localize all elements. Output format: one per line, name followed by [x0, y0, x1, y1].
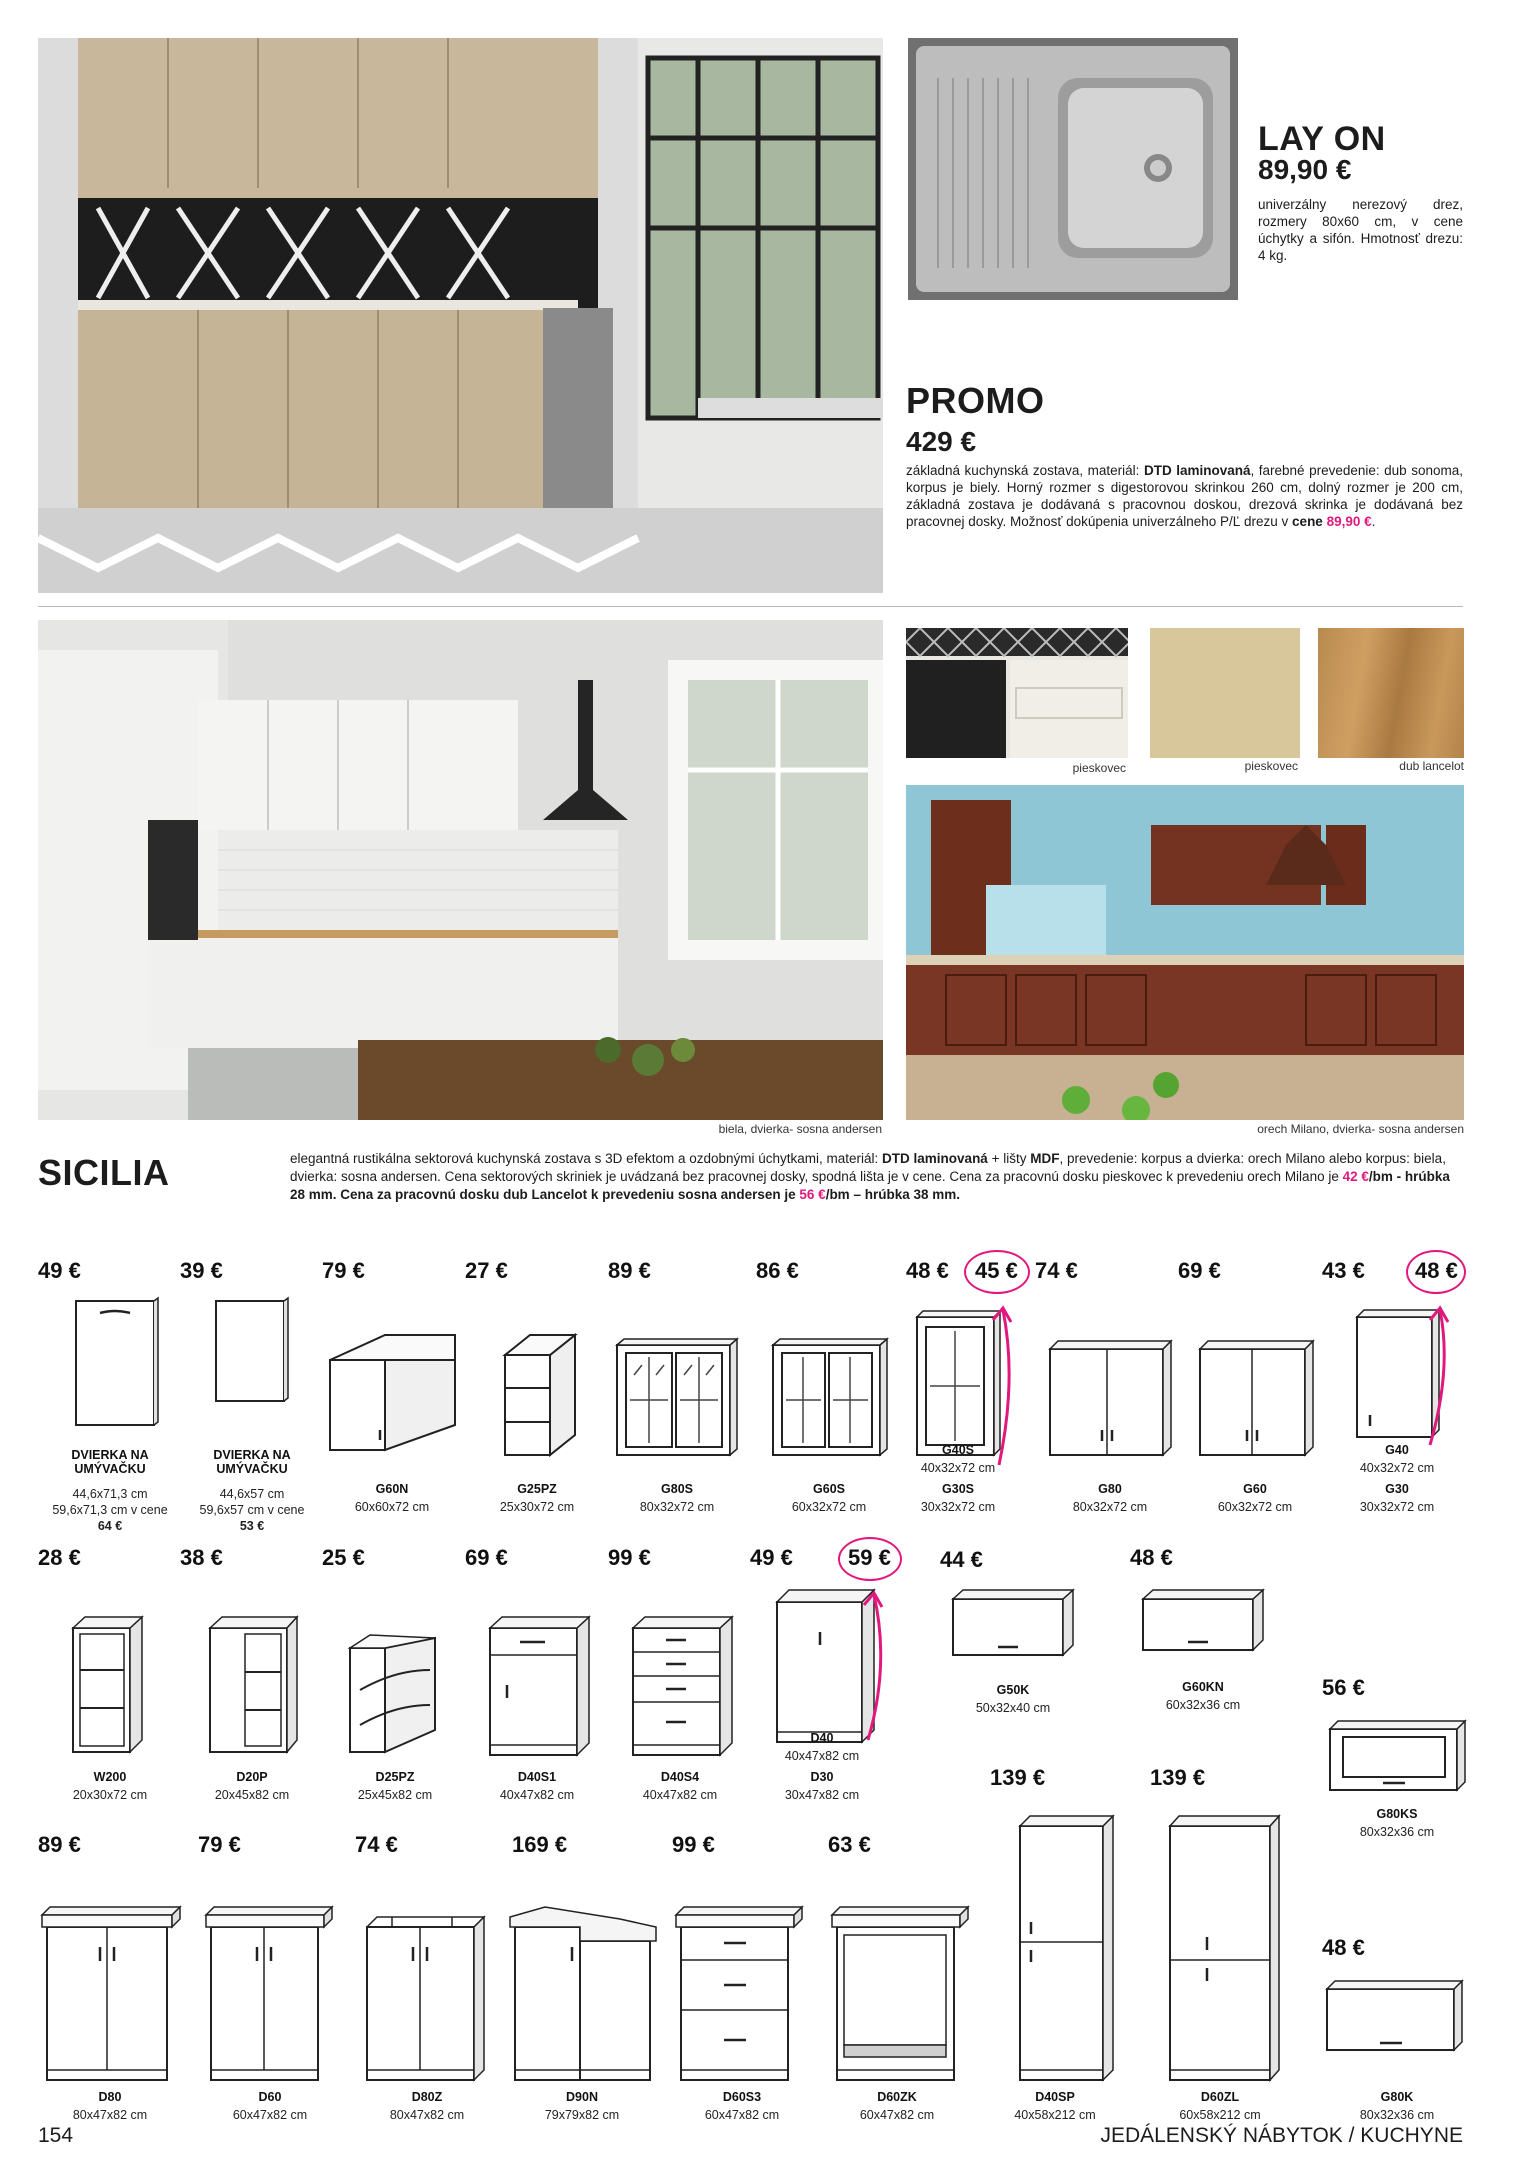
d80z-drawing [362, 1915, 492, 2085]
dim-d90n: 79x79x82 cm [544, 2108, 620, 2122]
name-g60n: G60N [375, 1482, 409, 1496]
dim-d60zl: 60x58x212 cm [1179, 2108, 1261, 2122]
dim-g30s: 30x32x72 cm [920, 1500, 996, 1514]
price-d90n: 169 € [512, 1832, 568, 1857]
walnut-kitchen-caption: orech Milano, dvierka- sosna andersen [1257, 1122, 1464, 1136]
dim-d80z: 80x47x82 cm [389, 2108, 465, 2122]
sicilia-description: elegantná rustikálna sektorová kuchynská zostava s 3D efektom a ozdobnými úchytkami, materiál: DTD laminovaná + lišty MDF, prevedenie: korpus a dvierka: orech Milano alebo korpus: biela, dvierka: sosna andersen. Cena sektorových skriniek je uvádzaná bez pracovnej dosky, spodná lišta je v cene. Cena za pracovnú dosku pieskovec k prevedeniu orech Milano je 42 €/bm - hrúbka 28 mm. Cena za pracovnú dosku dub Lancelot k prevedeniu sosna andersen je 56 €/bm – hrúbka 38 mm. [290, 1151, 1450, 1202]
g80k-drawing [1322, 1975, 1467, 2055]
price-d60zl: 139 € [1150, 1765, 1206, 1790]
d60-drawing [206, 1905, 336, 2085]
dim-d25pz: 25x45x82 cm [357, 1788, 433, 1802]
price-d40sp: 139 € [990, 1765, 1046, 1790]
dim-g80ks: 80x32x36 cm [1359, 1825, 1435, 1839]
dim-g50k: 50x32x40 cm [975, 1701, 1051, 1715]
price-g80s: 89 € [608, 1258, 651, 1283]
price-g30: 48 € [1415, 1258, 1458, 1283]
name-d25pz: D25PZ [375, 1770, 415, 1784]
swatch-dub-lancelot [1318, 628, 1464, 758]
arrow-g30 [1420, 1300, 1460, 1450]
price-g80: 74 € [1035, 1258, 1078, 1283]
g30s-price-circle [964, 1250, 1030, 1294]
swatch-label-1: pieskovec [1072, 761, 1126, 775]
dim2-dv2: 59,6x57 cm v cene [199, 1503, 305, 1517]
dim-g80s: 80x32x72 cm [639, 1500, 715, 1514]
name-d80z: D80Z [411, 2090, 443, 2104]
dim-d20p: 20x45x82 cm [214, 1788, 290, 1802]
lay-on-sink-photo [908, 38, 1238, 300]
price-dv2: 39 € [180, 1258, 223, 1283]
promo-price: 429 € [906, 426, 977, 457]
dim-g80: 80x32x72 cm [1072, 1500, 1148, 1514]
dim-d40s1: 40x47x82 cm [499, 1788, 575, 1802]
price-g50k: 44 € [940, 1547, 983, 1572]
dim-g30: 30x32x72 cm [1359, 1500, 1435, 1514]
dvierka-umyvacka-1-drawing [70, 1295, 160, 1430]
name-d40s4: D40S4 [660, 1770, 700, 1784]
g80ks-drawing [1325, 1715, 1470, 1795]
dvierka-umyvacka-2-drawing [212, 1295, 290, 1405]
lay-on-description: univerzálny nerezový drez, rozmery 80x60 cm, v cene úchytky a sifón. Hmotnosť drezu: 4 kg. [1258, 197, 1463, 263]
lay-on-title: LAY ON [1258, 120, 1386, 158]
price-g30s: 45 € [975, 1258, 1018, 1283]
price-g60n: 79 € [322, 1258, 365, 1283]
g60s-drawing [768, 1335, 893, 1460]
sicilia-walnut-kitchen-photo [906, 785, 1464, 1120]
dim-dv1: 44,6x71,3 cm [72, 1487, 148, 1501]
name-g40s: G40S [942, 1443, 974, 1457]
price-d30: 59 € [848, 1545, 891, 1570]
arrow-d30 [858, 1585, 898, 1745]
dim-d80: 80x47x82 cm [72, 2108, 148, 2122]
dim-d40sp: 40x58x212 cm [1014, 2108, 1096, 2122]
g60-drawing [1195, 1335, 1320, 1460]
price-g60kn: 48 € [1130, 1545, 1173, 1570]
name-d40s1: D40S1 [517, 1770, 557, 1784]
name-d90n: D90N [566, 2090, 598, 2104]
dim-g25pz: 25x30x72 cm [499, 1500, 575, 1514]
name-d60: D60 [258, 2090, 282, 2104]
dim-d40: 40x47x82 cm [784, 1749, 860, 1763]
price-dv1: 49 € [38, 1258, 81, 1283]
dim-g60: 60x32x72 cm [1217, 1500, 1293, 1514]
dim2-dv1: 59,6x71,3 cm v cene [52, 1503, 168, 1517]
dim-g80k: 80x32x36 cm [1359, 2108, 1435, 2122]
page-number: 154 [38, 2124, 74, 2147]
name-d60s3: D60S3 [722, 2090, 762, 2104]
dim-d60zk: 60x47x82 cm [859, 2108, 935, 2122]
d25pz-drawing [345, 1630, 445, 1755]
dim-w200: 20x30x72 cm [72, 1788, 148, 1802]
dim-d60: 60x47x82 cm [232, 2108, 308, 2122]
w200-drawing [68, 1612, 148, 1757]
name-d80: D80 [98, 2090, 122, 2104]
section-divider [38, 606, 1463, 607]
name-g60kn: G60KN [1182, 1680, 1224, 1694]
d40s1-drawing [485, 1610, 595, 1760]
lay-on-price: 89,90 € [1258, 154, 1352, 185]
swatch-kitchen-detail [906, 628, 1128, 758]
d40sp-drawing [1015, 1810, 1115, 2085]
g80s-drawing [612, 1335, 742, 1460]
price-d80: 89 € [38, 1832, 81, 1857]
price-w200: 28 € [38, 1545, 81, 1570]
sicilia-title: SICILIA [38, 1152, 170, 1193]
price-d80z: 74 € [355, 1832, 398, 1857]
g60n-drawing [325, 1330, 460, 1455]
white-kitchen-caption: biela, dvierka- sosna andersen [718, 1122, 882, 1136]
name-g50k: G50K [996, 1683, 1030, 1697]
name-d30: D30 [810, 1770, 834, 1784]
name-g60: G60 [1243, 1482, 1267, 1496]
dim-g40s: 40x32x72 cm [920, 1461, 996, 1475]
promo-title: PROMO [906, 380, 1045, 421]
g80-drawing [1045, 1335, 1175, 1460]
dim-dv2: 44,6x57 cm [219, 1487, 285, 1501]
swatch-label-3: dub lancelot [1399, 759, 1464, 773]
dim-d60s3: 60x47x82 cm [704, 2108, 780, 2122]
d30-price-circle [838, 1537, 902, 1581]
d40s4-drawing [628, 1610, 738, 1760]
promo-kitchen-photo [38, 38, 883, 593]
name-d60zk: D60ZK [877, 2090, 917, 2104]
dim-d40s4: 40x47x82 cm [642, 1788, 718, 1802]
name-g80s: G80S [661, 1482, 693, 1496]
dim-d30: 30x47x82 cm [784, 1788, 860, 1802]
promo-description: základná kuchynská zostava, materiál: DTD laminovaná, farebné prevedenie: dub sonoma, korpus je biely. Horný rozmer s digestorovou skrinkou 260 cm, dolný rozmer je 200 cm, základná zostava je dodávaná s pracovnou doskou, drezová skrinka je dodávaná bez pracovnej dosky. Možnosť dokúpenia univerzálneho P/Ľ drezu v cene 89,90 €. [906, 463, 1463, 529]
name-g25pz: G25PZ [517, 1482, 557, 1496]
g60kn-drawing [1138, 1585, 1268, 1655]
dim-g40: 40x32x72 cm [1359, 1461, 1435, 1475]
dim-g60kn: 60x32x36 cm [1165, 1698, 1241, 1712]
g50k-drawing [948, 1585, 1078, 1660]
d60zk-drawing [832, 1905, 972, 2085]
price-d40s4: 99 € [608, 1545, 651, 1570]
price-g80k: 48 € [1322, 1935, 1365, 1960]
name-w200: W200 [93, 1770, 127, 1784]
name-g80k: G80K [1380, 2090, 1414, 2104]
price-g80ks: 56 € [1322, 1675, 1365, 1700]
dim-g60s: 60x32x72 cm [791, 1500, 867, 1514]
d80-drawing [42, 1905, 182, 2085]
sicilia-white-kitchen-photo [38, 620, 883, 1120]
name-d40: D40 [810, 1731, 834, 1745]
name-g80: G80 [1098, 1482, 1122, 1496]
swatch-label-2: pieskovec [1244, 759, 1298, 773]
d90n-drawing [510, 1905, 660, 2085]
g30-price-circle [1406, 1250, 1466, 1294]
name-g30: G30 [1385, 1482, 1409, 1496]
name-g60s: G60S [813, 1482, 845, 1496]
price-d60: 79 € [198, 1832, 241, 1857]
d60s3-drawing [676, 1905, 806, 2085]
price-dv2-large: 53 € [239, 1519, 265, 1533]
section-title: JEDÁLENSKÝ NÁBYTOK / KUCHYNE [1100, 2124, 1463, 2147]
name-d60zl: D60ZL [1200, 2090, 1240, 2104]
price-d25pz: 25 € [322, 1545, 365, 1570]
price-d20p: 38 € [180, 1545, 223, 1570]
swatch-pieskovec [1150, 628, 1300, 758]
price-g60s: 86 € [756, 1258, 799, 1283]
name-dv2: DVIERKA NA UMÝVAČKU [213, 1448, 291, 1476]
name-d40sp: D40SP [1035, 2090, 1075, 2104]
price-d40: 49 € [750, 1545, 793, 1570]
name-g40: G40 [1385, 1443, 1409, 1457]
g25pz-drawing [500, 1330, 580, 1460]
price-d60s3: 99 € [672, 1832, 715, 1857]
name-d20p: D20P [236, 1770, 268, 1784]
price-g40: 43 € [1322, 1258, 1365, 1283]
price-g25pz: 27 € [465, 1258, 508, 1283]
d20p-drawing [205, 1612, 300, 1757]
name-g30s: G30S [942, 1482, 974, 1496]
price-g60: 69 € [1178, 1258, 1221, 1283]
price-g40s: 48 € [906, 1258, 949, 1283]
dim-g60n: 60x60x72 cm [354, 1500, 430, 1514]
name-g80ks: G80KS [1376, 1807, 1418, 1821]
price-d40s1: 69 € [465, 1545, 508, 1570]
price-dv1-large: 64 € [97, 1519, 123, 1533]
name-dv1: DVIERKA NA UMÝVAČKU [71, 1448, 149, 1476]
d60zl-drawing [1165, 1810, 1283, 2085]
price-d60zk: 63 € [828, 1832, 871, 1857]
